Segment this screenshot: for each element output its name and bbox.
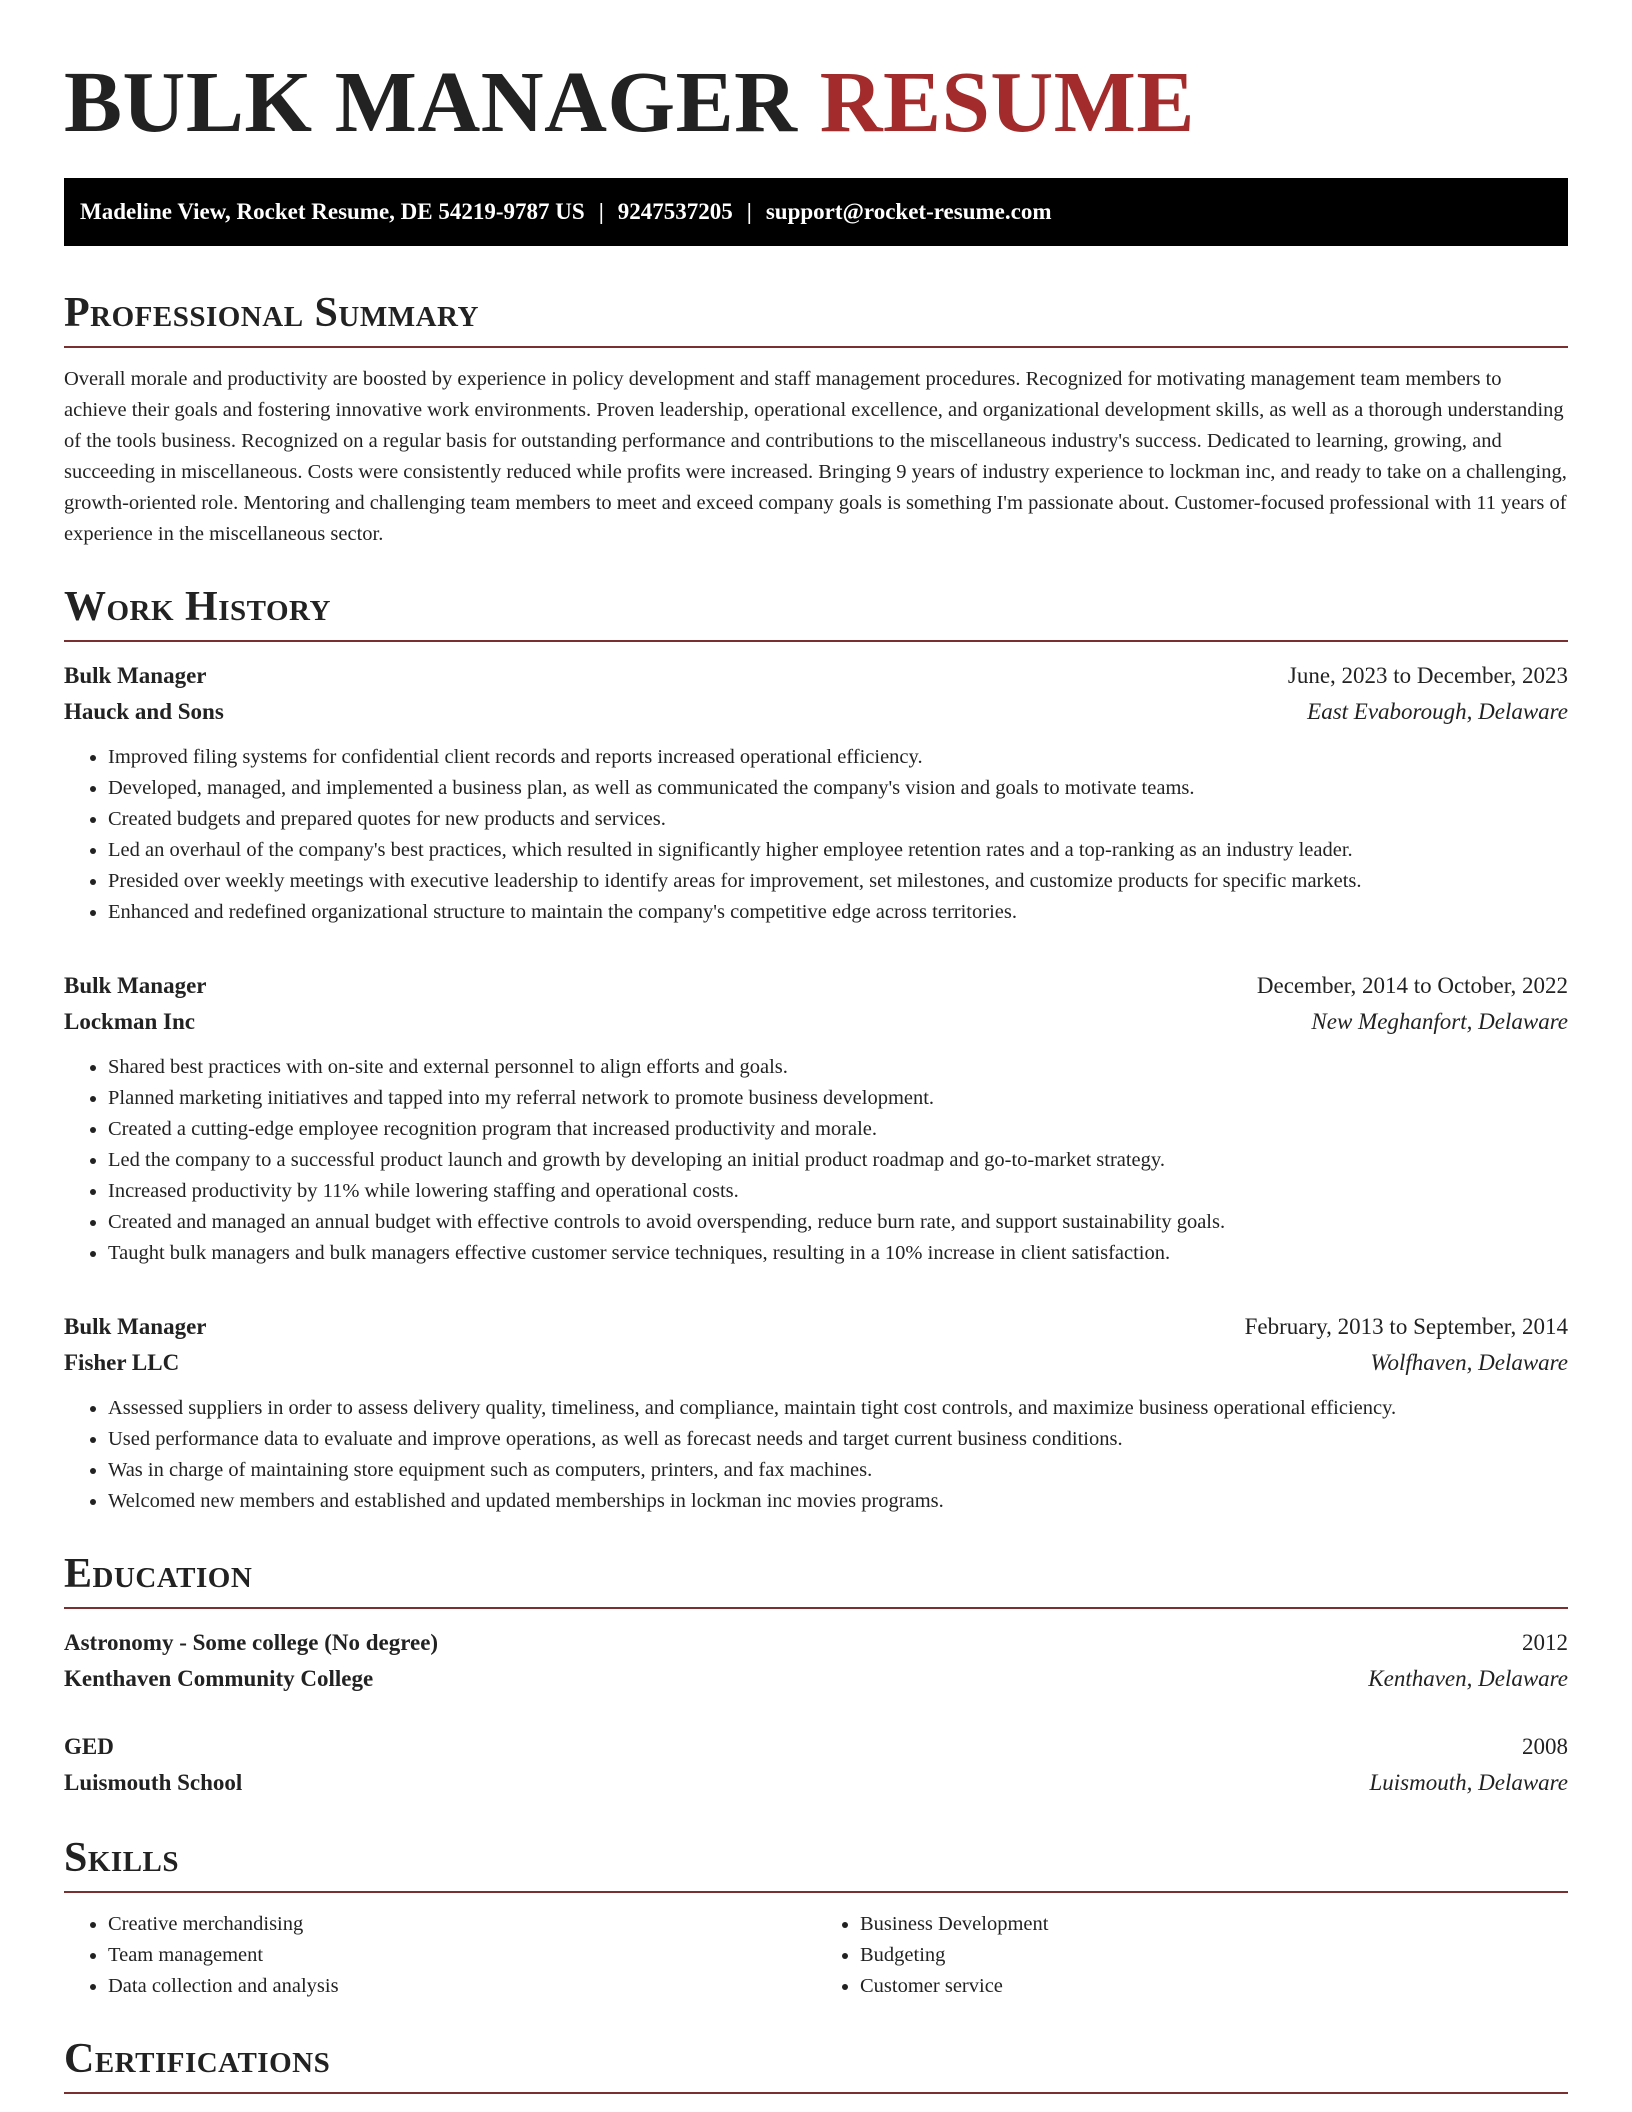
job-title: Bulk Manager bbox=[64, 663, 207, 688]
skills-column-right bbox=[816, 1909, 1568, 2002]
list-item: • Created a cutting-edge employee recognition program that increased productivity and morale. bbox=[108, 1114, 1568, 1145]
job-bullets bbox=[64, 1393, 1568, 1517]
job-subheader bbox=[64, 1345, 1568, 1381]
skills-column-left bbox=[64, 1909, 816, 2002]
job-entry bbox=[64, 1309, 1568, 1517]
list-item: • Led the company to a successful product launch and growth by developing an initial product roadmap and go-to-market strategy. bbox=[108, 1145, 1568, 1176]
list-item: • Team management bbox=[108, 1940, 816, 1971]
job-title: Bulk Manager bbox=[64, 973, 207, 998]
list-item: • Used performance data to evaluate and improve operations, as well as forecast needs and target current business conditions. bbox=[108, 1424, 1568, 1455]
job-dates: December, 2014 to October, 2022 bbox=[1256, 973, 1568, 998]
contact-separator: | bbox=[746, 199, 752, 224]
list-item: • Created budgets and prepared quotes for new products and services. bbox=[108, 804, 1568, 835]
title-main: BULK MANAGER bbox=[64, 53, 798, 150]
list-item: • Customer service bbox=[860, 1971, 1568, 2002]
education-school: Luismouth School bbox=[64, 1770, 243, 1795]
list-item: • Improved filing systems for confidential client records and reports increased operational efficiency. bbox=[108, 742, 1568, 773]
education-subheader bbox=[64, 1661, 1568, 1697]
list-item: • Data collection and analysis bbox=[108, 1971, 816, 2002]
job-header bbox=[64, 1309, 1568, 1345]
education-location: Luismouth, Delaware bbox=[1369, 1770, 1568, 1795]
list-item: • Welcomed new members and established and updated memberships in lockman inc movies programs. bbox=[108, 1486, 1568, 1517]
job-company: Fisher LLC bbox=[64, 1350, 180, 1375]
job-header bbox=[64, 968, 1568, 1004]
education-school: Kenthaven Community College bbox=[64, 1666, 374, 1691]
list-item: • Creative merchandising bbox=[108, 1909, 816, 1940]
job-location: Wolfhaven, Delaware bbox=[1370, 1350, 1568, 1375]
job-subheader bbox=[64, 694, 1568, 730]
job-location: New Meghanfort, Delaware bbox=[1311, 1009, 1568, 1034]
education-section bbox=[64, 1547, 1568, 1801]
education-heading: Education bbox=[64, 1547, 1568, 1609]
job-bullets bbox=[64, 742, 1568, 928]
list-item: • Created and managed an annual budget with effective controls to avoid overspending, reduce burn rate, and support sustainability goals. bbox=[108, 1207, 1568, 1238]
work-history-heading: Work History bbox=[64, 580, 1568, 642]
education-subheader bbox=[64, 1765, 1568, 1801]
contact-separator: | bbox=[598, 199, 604, 224]
education-entry bbox=[64, 1625, 1568, 1697]
contact-phone: 9247537205 bbox=[617, 199, 733, 224]
list-item: • Assessed suppliers in order to assess delivery quality, timeliness, and compliance, maintain tight cost controls, and maximize business operational efficiency. bbox=[108, 1393, 1568, 1424]
resume-title bbox=[64, 52, 1568, 152]
work-history-section bbox=[64, 580, 1568, 1517]
job-title: Bulk Manager bbox=[64, 1314, 207, 1339]
job-entry bbox=[64, 968, 1568, 1269]
summary-text: Overall morale and productivity are boosted by experience in policy development and staff management procedures. Recognized for motivating management team members to achieve their goals and fostering innovative work environments. Proven leadership, operational excellence, and organizational development skills, as well as a thorough understanding of the tools business. Recognized on a regular basis for outstanding performance and contributions to the miscellaneous industry's success. Dedicated to learning, growing, and succeeding in miscellaneous. Costs were consistently reduced while profits were increased. Bringing 9 years of industry experience to lockman inc, and ready to take on a challenging, growth-oriented role. Mentoring and challenging team members to meet and exceed company goals is something I'm passionate about. Customer-focused professional with 11 years of experience in the miscellaneous sector. bbox=[64, 368, 1567, 545]
contact-email: support@rocket-resume.com bbox=[765, 199, 1052, 224]
job-subheader bbox=[64, 1004, 1568, 1040]
list-item: • Increased productivity by 11% while lowering staffing and operational costs. bbox=[108, 1176, 1568, 1207]
skills-grid bbox=[64, 1909, 1568, 2002]
job-company: Lockman Inc bbox=[64, 1009, 195, 1034]
job-header bbox=[64, 658, 1568, 694]
list-item: • Business Development bbox=[860, 1909, 1568, 1940]
list-item: • Budgeting bbox=[860, 1940, 1568, 1971]
education-year: 2012 bbox=[1522, 1630, 1568, 1655]
skills-section bbox=[64, 1831, 1568, 2002]
list-item: • Was in charge of maintaining store equipment such as computers, printers, and fax machines. bbox=[108, 1455, 1568, 1486]
education-year: 2008 bbox=[1522, 1734, 1568, 1759]
list-item: • Developed, managed, and implemented a business plan, as well as communicated the company's vision and goals to motivate teams. bbox=[108, 773, 1568, 804]
list-item: • Taught bulk managers and bulk managers effective customer service techniques, resulting in a 10% increase in client satisfaction. bbox=[108, 1238, 1568, 1269]
title-accent: RESUME bbox=[819, 53, 1195, 150]
education-location: Kenthaven, Delaware bbox=[1368, 1666, 1568, 1691]
list-item: • Presided over weekly meetings with executive leadership to identify areas for improvement, set milestones, and customize products for specific markets. bbox=[108, 866, 1568, 897]
summary-section bbox=[64, 286, 1568, 550]
list-item: • Planned marketing initiatives and tapped into my referral network to promote business development. bbox=[108, 1083, 1568, 1114]
job-bullets bbox=[64, 1052, 1568, 1269]
contact-bar bbox=[64, 178, 1568, 246]
education-header bbox=[64, 1729, 1568, 1765]
job-company: Hauck and Sons bbox=[64, 699, 224, 724]
summary-heading: Professional Summary bbox=[64, 286, 1568, 348]
certifications-heading: Certifications bbox=[64, 2032, 1568, 2094]
job-location: East Evaborough, Delaware bbox=[1307, 699, 1568, 724]
list-item: • Shared best practices with on-site and external personnel to align efforts and goals. bbox=[108, 1052, 1568, 1083]
skills-heading: Skills bbox=[64, 1831, 1568, 1893]
job-dates: June, 2023 to December, 2023 bbox=[1287, 663, 1568, 688]
certifications-section bbox=[64, 2032, 1568, 2094]
job-dates: February, 2013 to September, 2014 bbox=[1244, 1314, 1568, 1339]
education-entry bbox=[64, 1729, 1568, 1801]
education-degree: Astronomy - Some college (No degree) bbox=[64, 1630, 439, 1655]
list-item: • Led an overhaul of the company's best practices, which resulted in significantly higher employee retention rates and a top-ranking as an industry leader. bbox=[108, 835, 1568, 866]
contact-address: Madeline View, Rocket Resume, DE 54219-9787 US bbox=[80, 199, 585, 224]
job-entry bbox=[64, 658, 1568, 928]
education-degree: GED bbox=[64, 1734, 114, 1759]
list-item: • Enhanced and redefined organizational structure to maintain the company's competitive edge across territories. bbox=[108, 897, 1568, 928]
education-header bbox=[64, 1625, 1568, 1661]
